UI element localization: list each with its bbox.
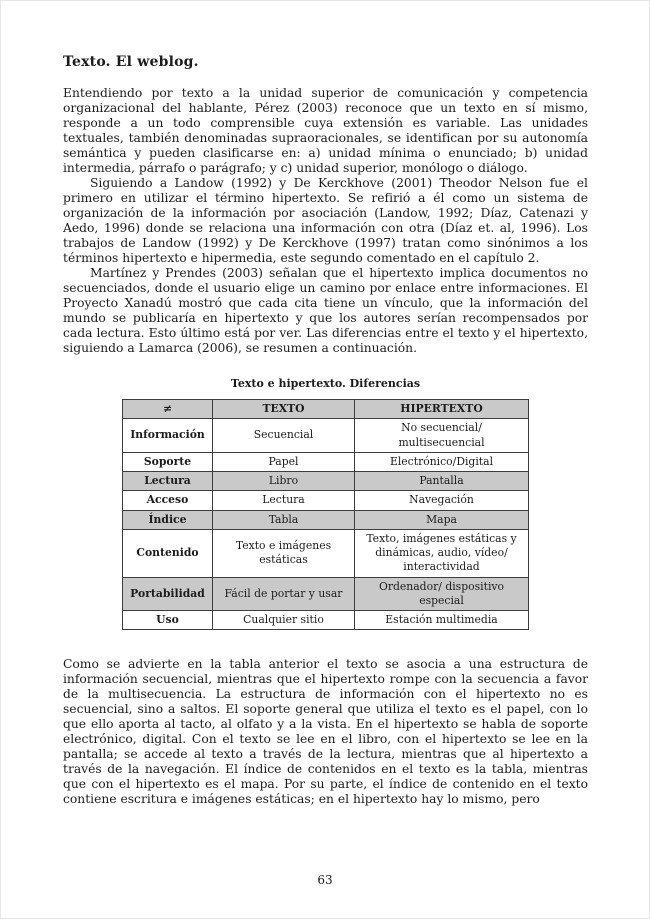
row-label: Índice bbox=[123, 510, 213, 529]
table-cell: No secuencial/ multisecuencial bbox=[355, 419, 529, 453]
closing-paragraph: Como se advierte en la tabla anterior el texto se asocia a una estructura de información secuencial, mientras que el hipertexto rompe con la secuencia a favor de la multisecuencia. La estructura de información con el hipertexto no es secuencial, sino a saltos. El soporte general que utiliza el texto es el papel, con lo que ello aporta al tacto, al olfato y a la vista. En el hipertexto se habla de soporte electrónico, digital. Con el texto se lee en el libro, con el hipertexto se lee en la pantalla; se accede al texto a través de la lectura, mientras que al hipertexto a través de la navegación. El índice de contenidos en el texto es la tabla, mientras que con el hipertexto es el mapa. Por su parte, el índice de contenido en el texto contiene escritura e imágenes estáticas; en el hipertexto hay lo mismo, pero bbox=[63, 657, 588, 807]
table-cell: Cualquier sitio bbox=[213, 611, 355, 630]
table-row-lectura bbox=[123, 472, 529, 491]
table-header-row bbox=[123, 400, 529, 419]
row-label: Contenido bbox=[123, 529, 213, 577]
table-cell: Ordenador/ dispositivo especial bbox=[355, 577, 529, 611]
table-row-uso bbox=[123, 611, 529, 630]
table-cell: Lectura bbox=[213, 491, 355, 510]
table-cell: Fácil de portar y usar bbox=[213, 577, 355, 611]
table-row-contenido bbox=[123, 529, 529, 577]
table-row-portabilidad bbox=[123, 577, 529, 611]
table-row-soporte bbox=[123, 452, 529, 471]
page-number: 63 bbox=[317, 873, 333, 887]
table-cell: Tabla bbox=[213, 510, 355, 529]
table-row-informacion bbox=[123, 419, 529, 453]
row-label: Acceso bbox=[123, 491, 213, 510]
row-label: Uso bbox=[123, 611, 213, 630]
paragraph-3: Martínez y Prendes (2003) señalan que el hipertexto implica documentos no secuenciados, donde el usuario elige un camino por enlace entre informaciones. El Proyecto Xanadú mostró que cada cita tiene un vínculo, que la información del mundo se publicaría en hipertexto y que los autores serían recompensados por cada lectura. Esto último está por ver. Las diferencias entre el texto y el hipertexto, siguiendo a Lamarca (2006), se resumen a continuación. bbox=[63, 266, 588, 355]
paragraph-1: Entendiendo por texto a la unidad superior de comunicación y competencia organizacional del hablante, Pérez (2003) reconoce que un texto en sí mismo, responde a un todo comprensible cuya extensión es variable. Las unidades textuales, también denominadas supraoracionales, se identifican por su autonomía semántica y pueden clasificarse en: a) unidad mínima o enunciado; b) unidad intermedia, párrafo o parágrafo; y c) unidad superior, monólogo o diálogo. bbox=[63, 86, 588, 175]
page-title: Texto. El weblog. bbox=[63, 54, 199, 70]
table-cell: Libro bbox=[213, 472, 355, 491]
table-cell: Navegación bbox=[355, 491, 529, 510]
table-cell: Texto, imágenes estáticas y dinámicas, audio, vídeo/ interactividad bbox=[355, 529, 529, 577]
row-label: Portabilidad bbox=[123, 577, 213, 611]
table-cell: Texto e imágenes estáticas bbox=[213, 529, 355, 577]
header-cell-texto: TEXTO bbox=[213, 400, 355, 419]
table-cell: Mapa bbox=[355, 510, 529, 529]
header-cell-symbol: ≠ bbox=[123, 400, 213, 419]
differences-table bbox=[122, 399, 529, 630]
table-cell: Pantalla bbox=[355, 472, 529, 491]
paragraph-2: Siguiendo a Landow (1992) y De Kerckhove (2001) Theodor Nelson fue el primero en utilizar el término hipertexto. Se refirió a él como un sistema de organización de la información por asociación (Landow, 1992; Díaz, Catenazi y Aedo, 1996) donde se relaciona una información con otra (Díaz et. al, 1996). Los trabajos de Landow (1992) y De Kerckhove (1997) tratan como sinónimos a los términos hipertexto e hipermedia, este segundo comentado en el capítulo 2. bbox=[63, 176, 588, 265]
table-cell: Electrónico/Digital bbox=[355, 452, 529, 471]
row-label: Información bbox=[123, 419, 213, 453]
table-cell: Estación multimedia bbox=[355, 611, 529, 630]
table-cell: Papel bbox=[213, 452, 355, 471]
table-caption: Texto e hipertexto. Diferencias bbox=[230, 377, 421, 390]
header-cell-hipertexto: HIPERTEXTO bbox=[355, 400, 529, 419]
table-row-acceso bbox=[123, 491, 529, 510]
row-label: Lectura bbox=[123, 472, 213, 491]
table-cell: Secuencial bbox=[213, 419, 355, 453]
table-row-indice bbox=[123, 510, 529, 529]
row-label: Soporte bbox=[123, 452, 213, 471]
